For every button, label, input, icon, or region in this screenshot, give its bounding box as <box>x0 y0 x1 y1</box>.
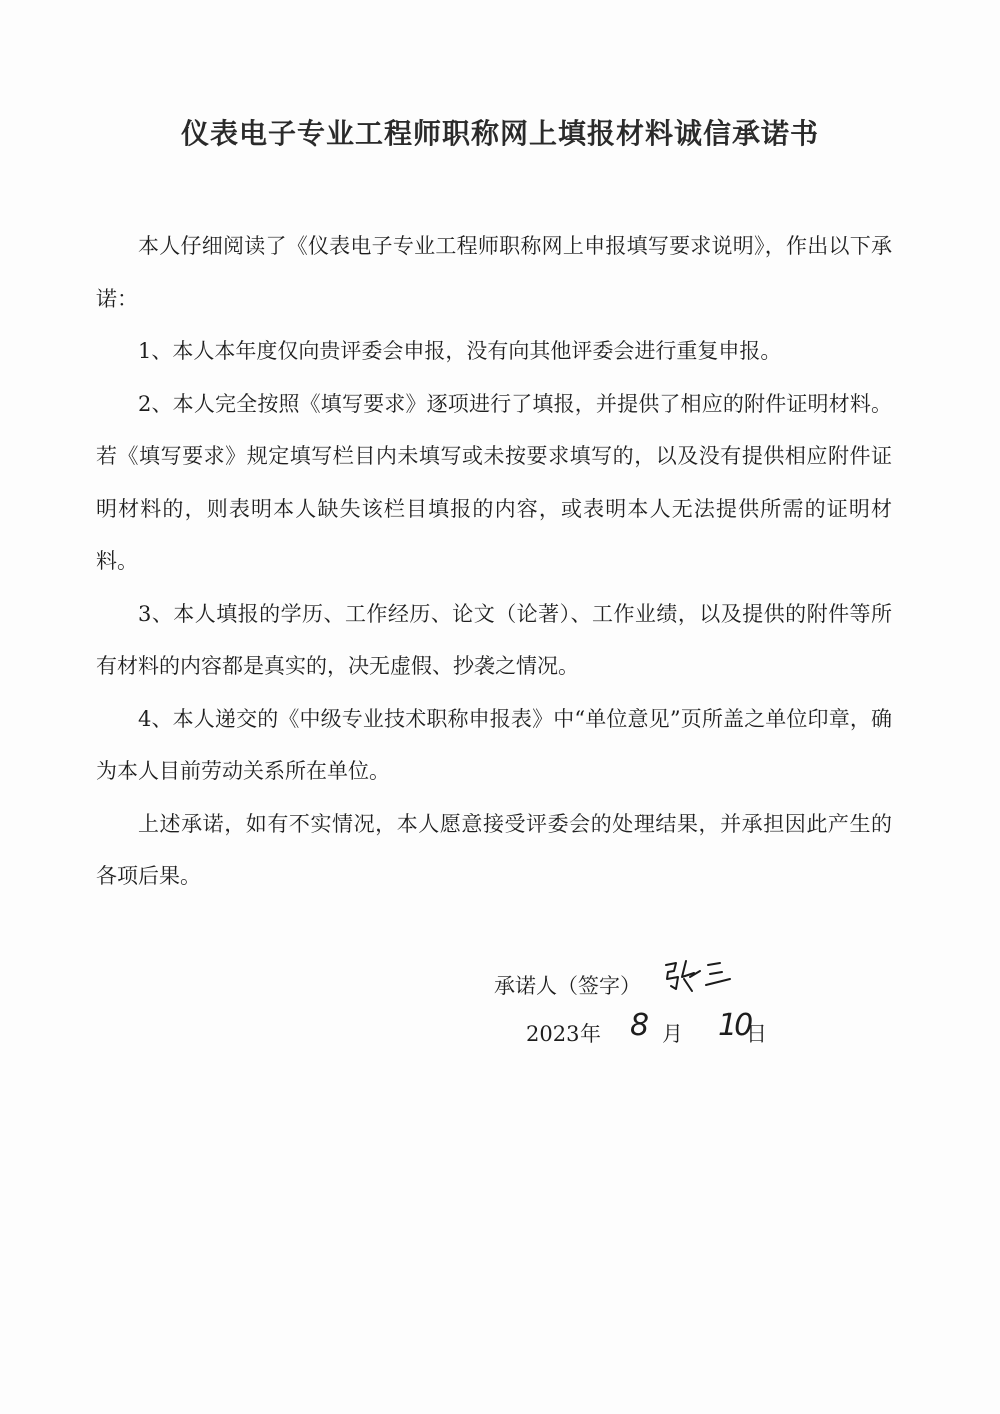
page-title: 仪表电子专业工程师职称网上填报材料诚信承诺书 <box>180 117 819 150</box>
signature-label: 承诺人（签字） <box>494 974 641 998</box>
clause-2: 2、本人完全按照《填写要求》逐项进行了填报，并提供了相应的附件证明材料。若《填写要求》规定填写栏目内未填写或未按要求填写的，以及没有提供相应附件证明材料的，则表明本人缺失该栏目填报的内容，或表明本人无法提供所需的证明材料。 <box>96 391 892 573</box>
date-day: 10 <box>718 1008 751 1043</box>
clause-3: 3、本人填报的学历、工作经历、论文（论著）、工作业绩，以及提供的附件等所有材料的内容都是真实的，决无虚假、抄袭之情况。 <box>96 601 892 678</box>
closing-paragraph: 上述承诺，如有不实情况，本人愿意接受评委会的处理结果，并承担因此产生的各项后果。 <box>96 811 892 888</box>
handwritten-signature <box>662 955 734 999</box>
date-year-unit: 年 <box>580 1022 601 1046</box>
clause-4: 4、本人递交的《中级专业技术职称申报表》中“单位意见”页所盖之单位印章，确为本人目前劳动关系所在单位。 <box>96 706 892 783</box>
date-month-unit: 月 <box>662 1022 683 1046</box>
date-day-unit: 日 <box>746 1022 767 1046</box>
date-year: 2023 <box>526 1022 580 1046</box>
intro-paragraph: 本人仔细阅读了《仪表电子专业工程师职称网上申报填写要求说明》，作出以下承诺： <box>96 234 892 311</box>
signature-line <box>494 960 641 1012</box>
date-month: 8 <box>630 1008 650 1043</box>
commitment-body <box>96 220 892 903</box>
clause-1: 1、本人本年度仅向贵评委会申报，没有向其他评委会进行重复申报。 <box>138 339 782 363</box>
date-line <box>526 1008 786 1060</box>
